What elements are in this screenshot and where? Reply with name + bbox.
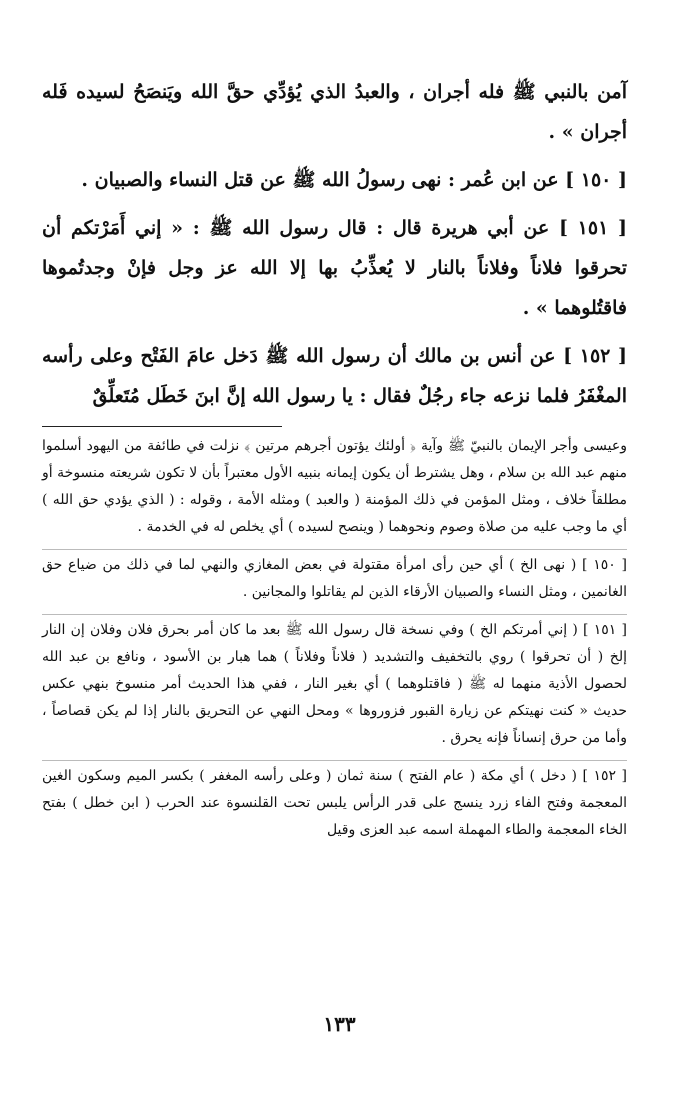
page-number: ١٣٣ [323,1012,356,1036]
footnote-152: [ ١٥٢ ] ( دخل ) أي مكة ( عام الفتح ) سنة ثمان ( وعلى رأسه المغفر ) بكسر الميم وسكون الغين المعجمة وفتح الفاء زرد ينسج على قدر الرأس يلبس تحت القلنسوة عند الحرب ( ابن خطل ) بفتح الخاء المعجمة والطاء المهملة اسمه عبد العزى وقيل [42,760,627,844]
footnote-150: [ ١٥٠ ] ( نهى الخ ) أي حين رأى امرأة مقتولة في بعض المغازي والنهي لما في ذلك من ضياع حق الغانمين ، ومثل النساء والصبيان الأرقاء الذين لم يقاتلوا والمجانين . [42,549,627,606]
hadith-151: [ ١٥١ ] عن أبي هريرة قال : قال رسول الله ﷺ : « إني أَمَرْتكم أن تحرقوا فلاناً وفلاناً بالنار لا يُعذِّبُ بها إلا الله عز وجل فإنْ وجدتُموها فاقتُلوهما » . [42,217,627,319]
hadith-150: [ ١٥٠ ] عن ابن عُمر : نهى رسولُ الله ﷺ عن قتل النساء والصبيان . [81,169,627,191]
main-text [42,72,627,416]
main-paragraph: آمن بالنبي ﷺ فله أجران ، والعبدُ الذي يُؤدِّي حقَّ الله ويَنصَحُ لسيده فَله أجران » . [42,81,627,143]
footnote-continuation: وعيسى وأجر الإيمان بالنبيّ ﷺ وآية ﴿ أولئك يؤتون أجرهم مرتين ﴾ نزلت في طائفة من اليهود أسلموا منهم عبد الله بن سلام ، وهل يشترط أن يكون إيمانه بنبيه الأول معتبراً بأن لا تكون شريعته منسوخة أو مطلقاً خلاف ، ومثل المؤمن في ذلك المؤمنة ( والعبد ) ومثله الأمة ، وقوله : ( الذي يؤدي حق الله ) أي ما وجب عليه من صلاة وصوم ونحوهما ( وينصح لسيده ) أي يخلص له في الخدمة . [42,438,627,535]
footnote-divider [42,426,282,427]
footnote-151: [ ١٥١ ] ( إني أمرتكم الخ ) وفي نسخة قال رسول الله ﷺ بعد ما كان أمر بحرق فلان وفلان إن النار إلخ ( أن تحرقوا ) روي بالتخفيف والتشديد ( فلاناً وفلاناً ) هما هبار بن الأسود ، ونافع بن عبد الله لحصول الأذية منهما له ﷺ ( فاقتلوهما ) أي بغير النار ، ففي هذا الحديث أمر منسوخ بنهي عكس حديث « كنت نهيتكم عن زيارة القبور فزوروها » ومحل النهي عن التحريق بالنار إذا لم يكن قصاصاً ، وأما من حرق إنساناً فإنه يحرق . [42,614,627,752]
footnotes [42,433,627,844]
hadith-152: [ ١٥٢ ] عن أنس بن مالك أن رسول الله ﷺ دَخل عامَ الفَتْح وعلى رأسه المغْفَرُ فلما نزعه جاء رجُلٌ فقال : يا رسول الله إنَّ ابنَ خَطَل مُتَعلِّقٌ [42,345,627,407]
